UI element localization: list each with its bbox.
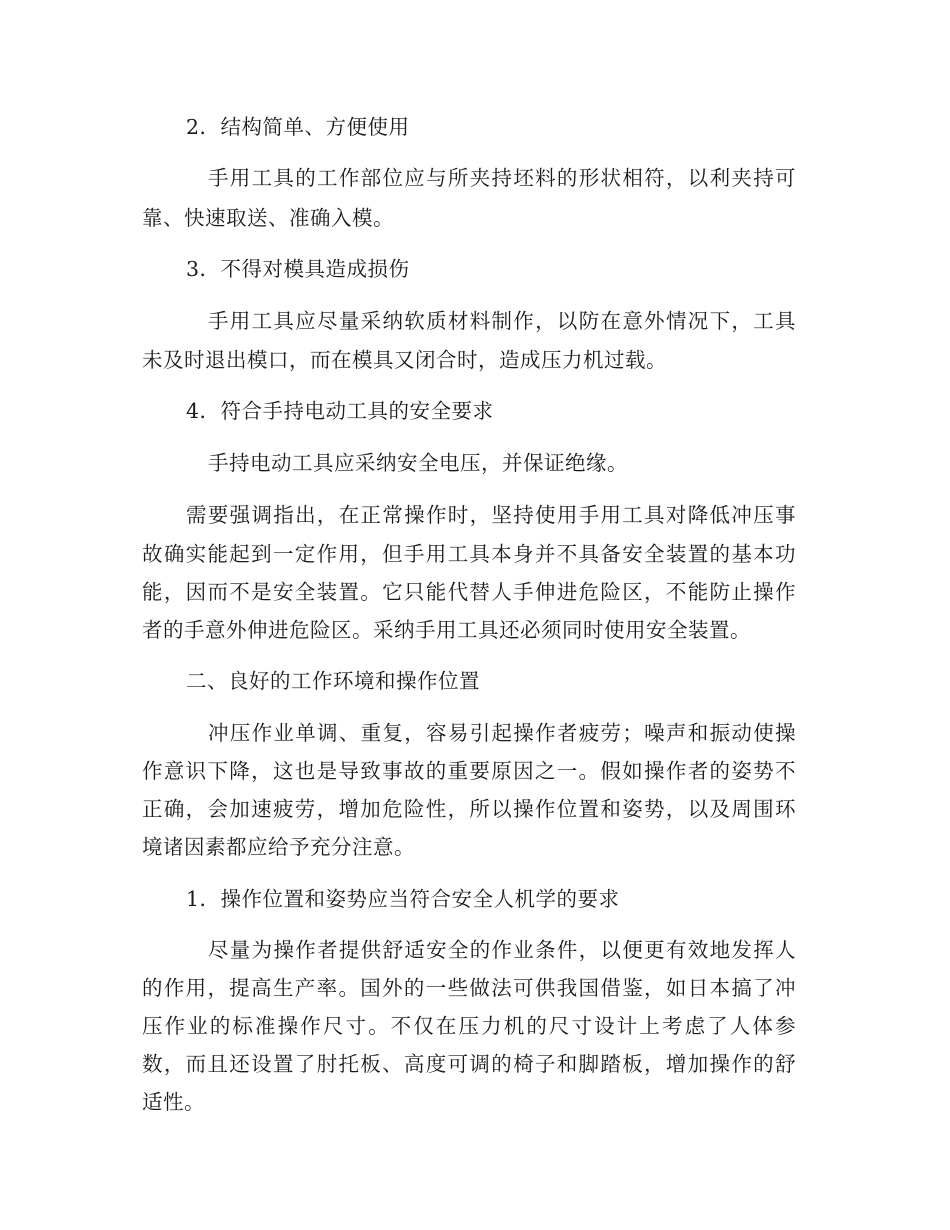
paragraph-line: 手持电动工具应采纳安全电压，并保证绝缘。: [208, 451, 628, 475]
paragraph-line: 手用工具的工作部位应与所夹持坯料的形状相符，以利夹持可: [208, 166, 796, 190]
paragraph-line: 能，因而不是安全装置。它只能代替人手伸进危险区，不能防止操作: [142, 580, 796, 604]
paragraph-line: 适性。: [142, 1090, 205, 1114]
section-heading: 1．操作位置和姿势应当符合安全人机学的要求: [186, 887, 620, 911]
paragraph-line: 需要强调指出，在正常操作时，坚持使用手用工具对降低冲压事: [186, 503, 796, 527]
paragraph-line: 境诸因素都应给予充分注意。: [142, 835, 415, 859]
paragraph-line: 靠、快速取送、准确入模。: [142, 206, 394, 230]
paragraph-line: 者的手意外伸进危险区。采纳手用工具还必须同时使用安全装置。: [142, 618, 751, 642]
paragraph-line: 的作用，提高生产率。国外的一些做法可供我国借鉴，如日本搞了冲: [142, 976, 796, 1000]
paragraph-line: 冲压作业单调、重复，容易引起操作者疲劳；噪声和振动使操: [208, 721, 796, 745]
paragraph-line: 故确实能起到一定作用，但手用工具本身并不具备安全装置的基本功: [142, 542, 796, 566]
paragraph-line: 作意识下降，这也是导致事故的重要原因之一。假如操作者的姿势不: [142, 759, 796, 783]
paragraph-line: 压作业的标准操作尺寸。不仅在压力机的尺寸设计上考虑了人体参: [142, 1014, 796, 1038]
section-heading: 3．不得对模具造成损伤: [186, 257, 410, 281]
paragraph-line: 正确，会加速疲劳，增加危险性，所以操作位置和姿势，以及周围环: [142, 797, 796, 821]
section-heading: 二、良好的工作环境和操作位置: [186, 669, 480, 693]
paragraph-line: 手用工具应尽量采纳软质材料制作，以防在意外情况下，工具: [208, 309, 796, 333]
paragraph-line: 未及时退出模口，而在模具又闭合时，造成压力机过载。: [142, 348, 667, 372]
paragraph-line: 数，而且还设置了肘托板、高度可调的椅子和脚踏板，增加操作的舒: [142, 1052, 796, 1076]
section-heading: 2．结构简单、方便使用: [186, 115, 410, 139]
section-heading: 4．符合手持电动工具的安全要求: [186, 399, 494, 423]
paragraph-line: 尽量为操作者提供舒适安全的作业条件，以便更有效地发挥人: [208, 938, 796, 962]
